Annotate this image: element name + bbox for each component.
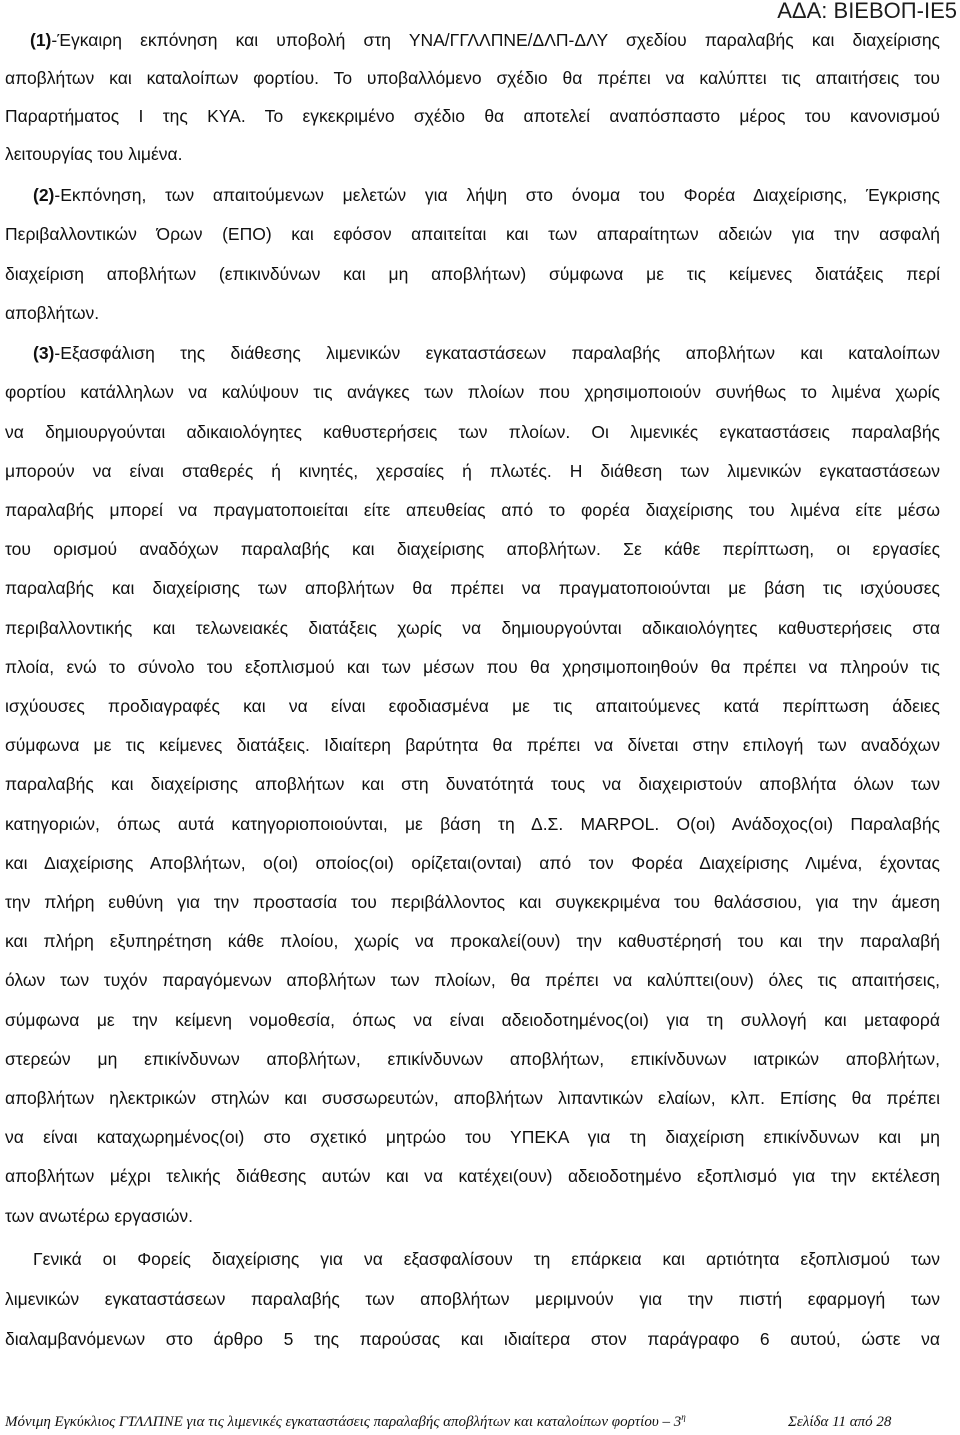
paragraph-1	[5, 21, 940, 173]
line-text: ισχύουσες προδιαγραφές και να είναι εφοδιασμένα με τις απαιτούμενες κατά περίπτωση άδειες	[5, 696, 940, 717]
footer-title-superscript: η	[681, 1412, 686, 1422]
line-text: λειτουργίας του λιμένα.	[5, 144, 183, 164]
text-line	[5, 452, 940, 491]
line-text: διαχείριση αποβλήτων (επικινδύνων και μη αποβλήτων) σύμφωνα με τις κείμενες διατάξεις περί	[5, 263, 940, 284]
text-line	[5, 294, 940, 333]
text-line	[5, 1239, 940, 1279]
line-text: όλων των τυχόν παραγόμενων αποβλήτων των πλοίων, θα πρέπει να καλύπτει(ουν) όλες τις απαιτήσεις,	[5, 970, 940, 991]
paragraph-4	[5, 1239, 940, 1359]
line-text: να είναι καταχωρημένος(οι) στο σχετικό μητρώο του ΥΠΕΚΑ για τη διαχείριση επικίνδυνων και μη	[5, 1127, 940, 1148]
text-line	[5, 215, 940, 254]
text-line	[5, 687, 940, 726]
line-text: πλοία, ενώ το σύνολο του εξοπλισμού και των μέσων που θα χρησιμοποιηθούν θα πρέπει να πληρούν τις	[5, 656, 940, 677]
text-line	[5, 1279, 940, 1319]
text-line	[5, 569, 940, 608]
line-text: και Διαχείρισης Αποβλήτων, ο(οι) οποίος(οι) ορίζεται(ονται) από τον Φορέα Διαχείρισης Λιμένα, έχοντας	[5, 852, 940, 873]
line-text: Περιβαλλοντικών Όρων (ΕΠΟ) και εφόσον απαιτείται και των απαραίτητων αδειών για την ασφαλή	[5, 224, 940, 245]
line-text: παραλαβής και διαχείρισης των αποβλήτων θα πρέπει να πραγματοποιούνται με βάση τις ισχύουσες	[5, 578, 940, 599]
text-line	[5, 97, 940, 135]
line-text: και πλήρη εξυπηρέτηση κάθε πλοίου, χωρίς να προκαλεί(ουν) την καθυστέρησή του και την παραλαβή	[5, 931, 940, 952]
text-line	[5, 961, 940, 1000]
line-text: φορτίου κατάλληλων να καλύψουν τις ανάγκες των πλοίων που χρησιμοποιούν συνήθως το λιμένα χωρίς	[5, 382, 940, 403]
text-line	[5, 176, 940, 215]
text-line	[5, 1001, 940, 1040]
text-line	[5, 59, 940, 97]
line-text: παραλαβής μπορεί να πραγματοποιείται είτε απευθείας από το φορέα διαχείρισης του λιμένα είτε μέσω	[5, 500, 940, 520]
text-line	[5, 334, 940, 373]
line-text: στερεών μη επικίνδυνων αποβλήτων, επικίνδυνων αποβλήτων, επικίνδυνων ιατρικών αποβλήτων,	[5, 1048, 940, 1069]
line-text: αποβλήτων μέχρι τελικής διάθεσης αυτών και να κατέχει(ουν) αδειοδοτημένο εξοπλισμό για την εκτέλεση	[5, 1166, 940, 1187]
line-text: σύμφωνα με τις κείμενες διατάξεις. Ιδιαίτερη βαρύτητα θα πρέπει να δίνεται στην επιλογή των αναδόχων	[5, 735, 940, 756]
text-line	[5, 726, 940, 765]
footer	[5, 1411, 955, 1433]
item-number: (2)	[33, 185, 55, 205]
text-line	[5, 883, 940, 922]
paragraph-2	[5, 176, 940, 333]
line-text: περιβαλλοντικής και τελωνειακές διατάξεις χωρίς να δημιουργούνται αδικαιολόγητες καθυστερήσεις στα	[5, 617, 940, 638]
text-line	[5, 609, 940, 648]
text-line	[5, 844, 940, 883]
text-line	[5, 1118, 940, 1157]
line-text: παραλαβής και διαχείρισης αποβλήτων και στη δυνατότητά τους να διαχειριστούν αποβλήτα όλων των	[5, 774, 940, 795]
line-text: να δημιουργούνται αδικαιολόγητες καθυστερήσεις των πλοίων. Οι λιμενικές εγκαταστάσεις παραλαβής	[5, 421, 940, 442]
text-line	[5, 373, 940, 412]
text-line	[5, 1040, 940, 1079]
text-line	[5, 135, 940, 173]
text-line	[5, 491, 940, 530]
footer-title-text: Μόνιμη Εγκύκλιος ΓΤΛΛΠΝΕ για τις λιμενικές εγκαταστάσεις παραλαβής αποβλήτων και καταλοίπων φορτίου – 3	[5, 1414, 682, 1430]
line-text: διαλαμβανόμενων στο άρθρο 5 της παρούσας και ιδιαίτερα στον παράγραφο 6 αυτού, ώστε να	[5, 1328, 940, 1349]
text-line	[5, 255, 940, 294]
paragraph-3	[5, 334, 940, 1236]
line-text: των ανωτέρω εργασιών.	[5, 1205, 194, 1226]
item-number: (3)	[33, 343, 55, 364]
line-text: αποβλήτων ηλεκτρικών στηλών και συσσωρευτών, αποβλήτων λιπαντικών ελαίων, κλπ. Επίσης θα πρέπει	[5, 1088, 940, 1109]
line-text: λιμενικών εγκαταστάσεων παραλαβής των αποβλήτων μεριμνούν για την πιστή εφαρμογή των	[5, 1288, 940, 1309]
line-text: Παραρτήματος Ι της ΚΥΑ. Το εγκεκριμένο σχέδιο θα αποτελεί αναπόσπαστο μέρος του κανονισμού	[5, 106, 940, 126]
text-line	[5, 922, 940, 961]
text-line	[5, 1157, 940, 1196]
text-line	[5, 530, 940, 569]
line-text: κατηγοριών, όπως αυτά κατηγοριοποιούνται, με βάση τη Δ.Σ. MARPOL. Ο(οι) Ανάδοχος(οι) Παραλαβής	[5, 813, 940, 834]
text-line	[5, 1197, 940, 1236]
item-number: (1)	[30, 30, 52, 50]
text-line	[5, 805, 940, 844]
text-line	[5, 413, 940, 452]
line-text: αποβλήτων.	[5, 302, 100, 323]
line-text: την πλήρη ευθύνη για την προστασία του περιβάλλοντος και συγκεκριμένα του θαλάσσιου, για την άμεση	[5, 892, 940, 913]
text-line	[5, 1319, 940, 1359]
line-text: μπορούν να είναι σταθερές ή κινητές, χερσαίες ή πλωτές. Η διάθεση των λιμενικών εγκαταστάσεων	[5, 460, 940, 481]
footer-page-number: Σελίδα 11 από 28	[788, 1414, 892, 1430]
document-body	[5, 21, 940, 1359]
line-text: αποβλήτων και καταλοίπων φορτίου. Το υποβαλλόμενο σχέδιο θα πρέπει να καλύπτει τις απαιτήσεις του	[5, 68, 940, 88]
line-text: -Εκπόνηση, των απαιτούμενων μελετών για λήψη στο όνομα του Φορέα Διαχείρισης, Έγκρισης	[54, 185, 940, 205]
line-text: του ορισμού αναδόχων παραλαβής και διαχείρισης αποβλήτων. Σε κάθε περίπτωση, οι εργασίες	[5, 539, 940, 560]
text-line	[5, 765, 940, 804]
footer-title	[5, 1411, 686, 1433]
text-line	[5, 1079, 940, 1118]
line-text: -Εξασφάλιση της διάθεσης λιμενικών εγκαταστάσεων παραλαβής αποβλήτων και καταλοίπων	[54, 343, 940, 364]
line-text: σύμφωνα με την κείμενη νομοθεσία, όπως να είναι αδειοδοτημένος(οι) για τη συλλογή και μεταφορά	[5, 1009, 940, 1030]
ada-label: ΑΔΑ: ΒΙΕΒΟΠ-ΙΕ5	[777, 0, 957, 23]
text-line	[5, 21, 940, 59]
text-line	[5, 648, 940, 687]
line-text: Γενικά οι Φορείς διαχείρισης για να εξασφαλίσουν τη επάρκεια και αρτιότητα εξοπλισμού των	[33, 1248, 940, 1269]
line-text: -Έγκαιρη εκπόνηση και υποβολή στη ΥΝΑ/ΓΓΛΛΠΝΕ/ΔΛΠ-ΔΛΥ σχεδίου παραλαβής και διαχείρισης	[51, 30, 940, 50]
